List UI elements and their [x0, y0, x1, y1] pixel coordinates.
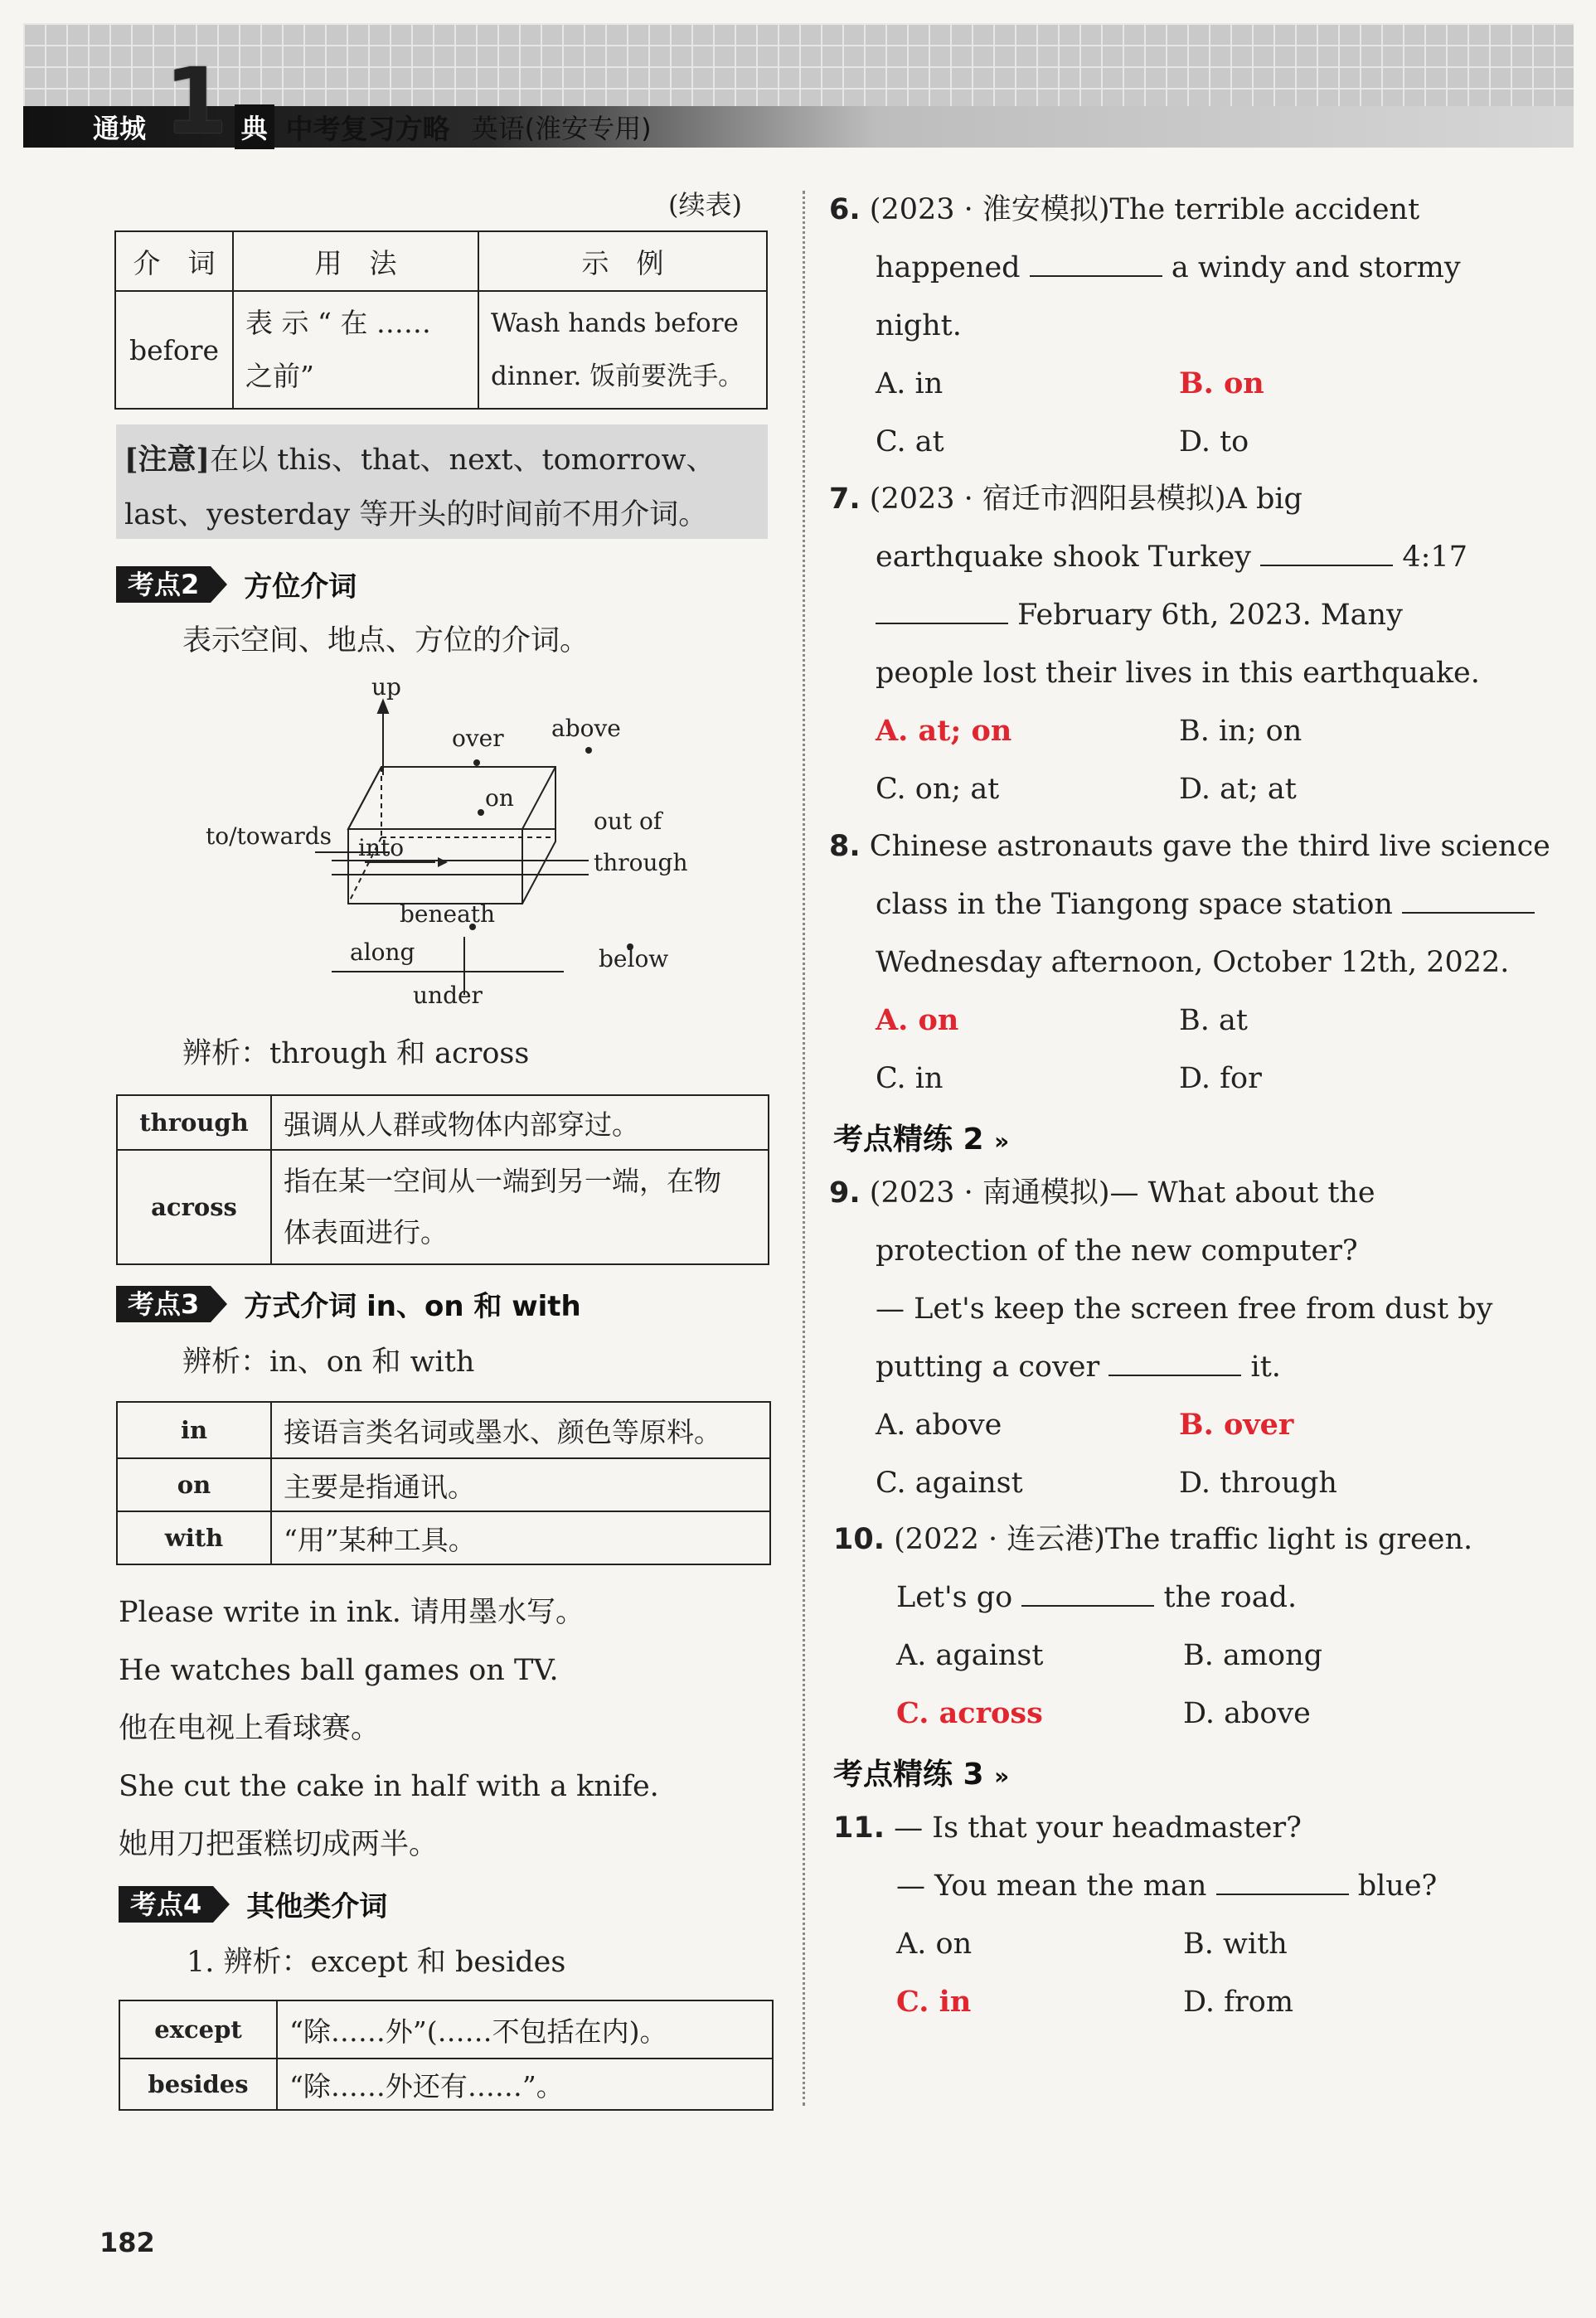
option-correct[interactable]: C. across	[896, 1696, 1043, 1730]
label-on: on	[485, 784, 514, 812]
table-header: 用 法	[233, 231, 478, 291]
book-title: 中考复习方略	[285, 112, 450, 145]
table-cell-desc: 接语言类名词或墨水、颜色等原料。	[271, 1402, 770, 1458]
brand-left: 通城	[93, 113, 147, 144]
header-logo	[23, 48, 652, 154]
label-above: above	[551, 715, 621, 742]
kp4-analysis: 1. 辨析：except 和 besides	[187, 1946, 566, 1979]
table-cell-desc: 强调从人群或物体内部穿过。	[271, 1095, 769, 1150]
option-correct[interactable]: B. on	[1179, 366, 1264, 400]
option[interactable]: D. above	[1183, 1697, 1311, 1730]
question-8: 8. Chinese astronauts gave the third live science class in the Tiangong space station Wednesday afternoon, October 12th, 2022. A. on B. at C. in D. for	[829, 817, 1492, 1108]
option[interactable]: A. against	[896, 1639, 1044, 1672]
table-except-besides	[119, 2000, 774, 2111]
position-diagram	[199, 663, 696, 1020]
option[interactable]: A. above	[876, 1409, 1002, 1442]
example-line: She cut the cake in half with a knife.	[119, 1770, 659, 1803]
section-heading-3: 考点精练 3 »	[833, 1758, 1010, 1792]
answer-blank[interactable]	[876, 599, 1008, 624]
option[interactable]: D. for	[1179, 1062, 1262, 1095]
table-header: 示 例	[478, 231, 767, 291]
table-cell-word: across	[117, 1150, 271, 1264]
label-below: below	[599, 945, 669, 972]
label-to-towards: to/towards	[206, 822, 332, 850]
option[interactable]: A. on	[896, 1928, 973, 1961]
label-through: through	[594, 849, 688, 876]
table-cell-word: except	[119, 2000, 277, 2059]
table-cell-example: Wash hands before dinner. 饭前要洗手。	[478, 291, 767, 409]
option[interactable]: D. to	[1179, 425, 1249, 458]
answer-blank[interactable]	[1216, 1870, 1349, 1895]
kp3-heading	[116, 1283, 581, 1324]
table-cell-desc: “用”某种工具。	[271, 1511, 770, 1564]
table-cell-desc: “除……外还有……”。	[277, 2059, 773, 2110]
option[interactable]: C. in	[876, 1062, 944, 1095]
example-line: 她用刀把蛋糕切成两半。	[119, 1828, 439, 1861]
option[interactable]: D. at; at	[1179, 773, 1297, 806]
kp3-title: 方式介词 in、on 和 with	[244, 1290, 581, 1323]
note-label: [注意]	[124, 443, 211, 477]
table-cell-word: before	[115, 291, 233, 409]
table-cell-usage: 表 示 “ 在 …… 之前”	[233, 291, 478, 409]
example-line: 他在电视上看球赛。	[119, 1712, 381, 1745]
answer-blank[interactable]	[1260, 541, 1393, 566]
table-cell-word: in	[117, 1402, 271, 1458]
table-through-across	[116, 1094, 769, 1265]
kp4-title: 其他类介词	[246, 1890, 388, 1923]
question-7: 7. (2023 · 宿迁市泗阳县模拟)A big earthquake shook Turkey 4:17 February 6th, 2023. Many people lost their lives in this earthquake. A. at; on B. in; on C. on; at D. at; at	[829, 470, 1492, 818]
answer-blank[interactable]	[1402, 889, 1535, 914]
option[interactable]: C. at	[876, 425, 944, 458]
question-6: 6. (2023 · 淮安模拟)The terrible accident happened a windy and stormy night. A. in B. on C. at D. to	[829, 181, 1492, 471]
option[interactable]: A. in	[876, 367, 944, 400]
label-up: up	[371, 673, 401, 701]
section-heading-2: 考点精练 2 »	[833, 1123, 1010, 1157]
example-line: Please write in ink. 请用墨水写。	[119, 1596, 585, 1629]
option-correct[interactable]: A. on	[876, 1003, 959, 1037]
table-in-on-with	[116, 1401, 771, 1565]
kp2-title: 方位介词	[244, 570, 357, 604]
table-cell-word: with	[117, 1511, 271, 1564]
kp2-desc: 表示空间、地点、方位的介词。	[182, 624, 589, 657]
option[interactable]: B. among	[1183, 1639, 1323, 1672]
answer-blank[interactable]	[1108, 1351, 1241, 1376]
label-over: over	[452, 725, 504, 752]
kp2-heading	[116, 564, 357, 604]
option[interactable]: B. at	[1179, 1004, 1248, 1037]
option[interactable]: D. from	[1183, 1986, 1294, 2019]
question-11: 11. — Is that your headmaster? — You mean the man blue? A. on B. with C. in D. from	[833, 1799, 1497, 2031]
answer-blank[interactable]	[1030, 252, 1162, 277]
option[interactable]: C. against	[876, 1467, 1023, 1500]
option[interactable]: B. with	[1183, 1928, 1288, 1961]
question-10: 10. (2022 · 连云港)The traffic light is green. Let's go the road. A. against B. among C. across D. above	[833, 1511, 1497, 1743]
table-cell-desc: 指在某一空间从一端到另一端，在物 体表面进行。	[271, 1150, 769, 1264]
example-sentences	[119, 1583, 659, 1874]
table-header: 介 词	[115, 231, 233, 291]
kp4-heading	[119, 1884, 387, 1924]
kp3-tag: 考点3	[116, 1286, 211, 1322]
table-cell-word: on	[117, 1458, 271, 1511]
option[interactable]: D. through	[1179, 1467, 1337, 1500]
option[interactable]: C. on; at	[876, 773, 1000, 806]
note-text: [注意]在以 this、that、next、tomorrow、 last、yesterday 等开头的时间前不用介词。	[124, 443, 716, 531]
book-subtitle: 英语(淮安专用)	[471, 113, 652, 144]
table-cell-word: through	[117, 1095, 271, 1150]
label-along: along	[350, 938, 415, 966]
kp2-tag: 考点2	[116, 566, 211, 603]
label-under: under	[413, 982, 483, 1009]
label-out-of: out of	[594, 807, 662, 835]
option-correct[interactable]: A. at; on	[876, 714, 1012, 748]
label-into: into	[358, 834, 405, 861]
example-line: He watches ball games on TV.	[119, 1654, 559, 1687]
brand-mark: 1	[164, 48, 228, 154]
option-correct[interactable]: C. in	[896, 1985, 972, 2019]
brand-right: 典	[235, 104, 274, 149]
option-correct[interactable]: B. over	[1179, 1408, 1294, 1442]
page-number: 182	[99, 2227, 155, 2258]
question-9: 9. (2023 · 南通模拟)— What about the protection of the new computer? — Let's keep the screen free from dust by putting a cover it. A. above B. over C. against D. through	[829, 1164, 1492, 1512]
continued-label: (续表)	[668, 189, 742, 221]
kp2-analysis: 辨析：through 和 across	[182, 1037, 530, 1070]
kp4-tag: 考点4	[119, 1886, 213, 1923]
column-divider	[803, 191, 805, 2106]
label-beneath: beneath	[400, 900, 496, 928]
option[interactable]: B. in; on	[1179, 715, 1303, 748]
table-cell-desc: 主要是指通讯。	[271, 1458, 770, 1511]
table-before	[114, 230, 768, 410]
table-cell-word: besides	[119, 2059, 277, 2110]
header-grid-decoration	[23, 23, 1574, 106]
table-cell-desc: “除……外”(……不包括在内)。	[277, 2000, 773, 2059]
kp3-analysis: 辨析：in、on 和 with	[182, 1346, 475, 1379]
answer-blank[interactable]	[1021, 1582, 1154, 1607]
